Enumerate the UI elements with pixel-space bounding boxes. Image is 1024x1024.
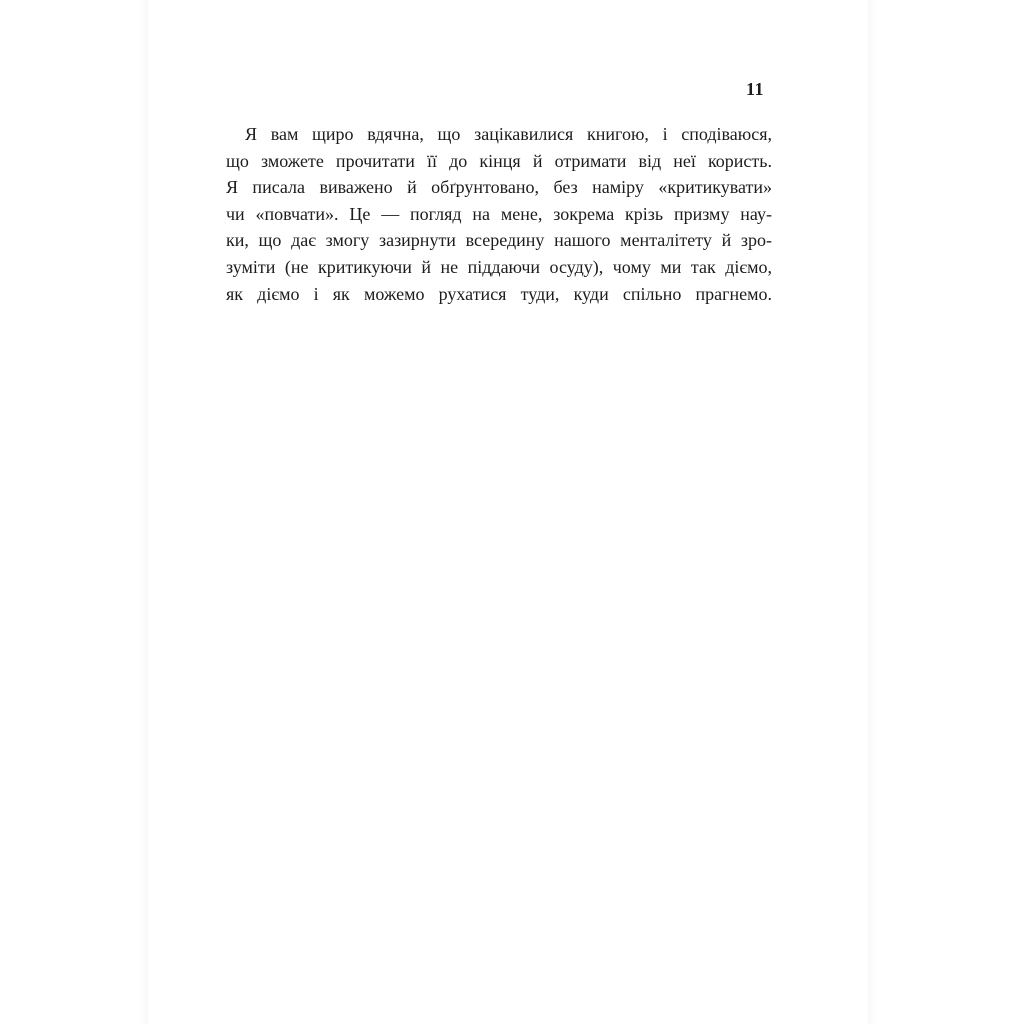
paragraph-line: Я вам щиро вдячна, що зацікавилися книгою, і сподіваюся,: [245, 124, 772, 144]
paragraph-line: як діємо і як можемо рухатися туди, куди спільно прагнемо.: [226, 283, 772, 304]
page-edge-left-shadow: [138, 0, 148, 1024]
page-number: 11: [746, 79, 765, 99]
paragraph-line: Я писала виважено й обґрунтовано, без наміру «критикувати»: [226, 177, 772, 198]
paragraph-line: що зможете прочитати її до кінця й отримати від неї користь.: [226, 150, 772, 171]
page-edge-right-shadow: [868, 0, 878, 1024]
paragraph-line: ки, що дає змогу зазирнути всередину нашого менталітету й зро-: [226, 230, 772, 251]
paragraph-line: зуміти (не критикуючи й не піддаючи осуду), чому ми так діємо,: [226, 256, 772, 277]
body-paragraph: [226, 121, 772, 307]
paragraph-line: чи «повчати». Це — погляд на мене, зокрема крізь призму нау-: [226, 203, 772, 224]
